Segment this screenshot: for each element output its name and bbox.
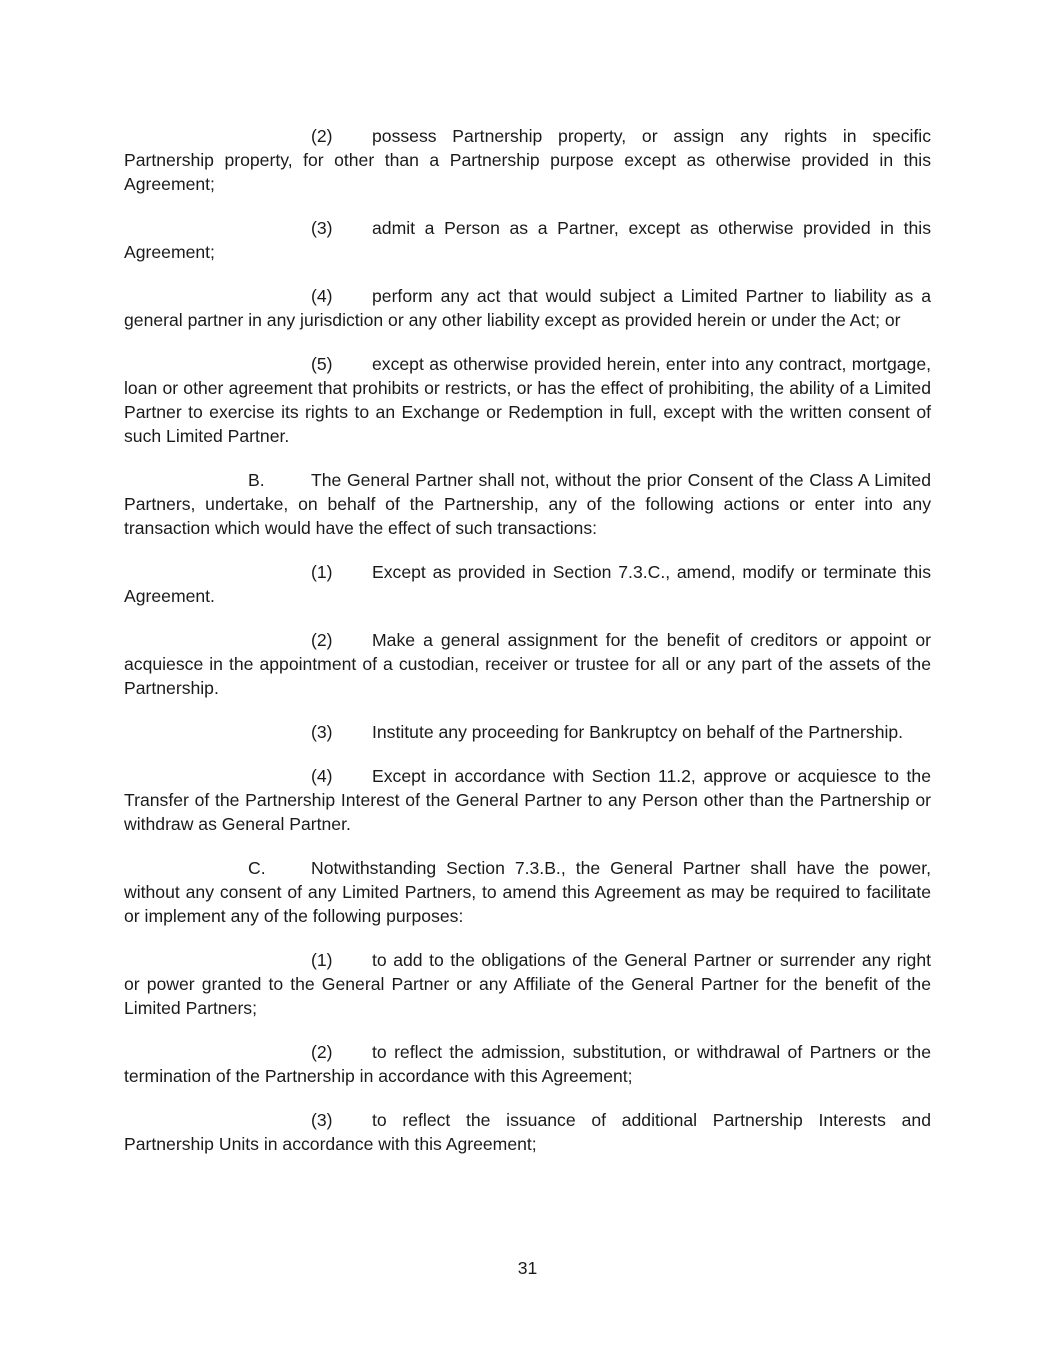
paragraph-marker: (5) [311,354,333,374]
paragraph-text: to reflect the admission, substitution, or withdrawal of Partners or the termination of the Partnership in accordance with this Agreement; [124,1042,931,1086]
paragraph-a-4 [124,284,931,332]
paragraph-marker: (3) [311,218,333,238]
paragraph-a-2 [124,124,931,196]
document-body [124,124,931,1176]
paragraph-text: to reflect the issuance of additional Partnership Interests and Partnership Units in accordance with this Agreement; [124,1110,931,1154]
paragraph-marker: (3) [311,722,333,742]
paragraph-text: Institute any proceeding for Bankruptcy on behalf of the Partnership. [372,722,904,742]
paragraph-text: Make a general assignment for the benefit of creditors or appoint or acquiesce in the appointment of a custodian, receiver or trustee for all or any part of the assets of the Partnership. [124,630,931,698]
paragraph-text: admit a Person as a Partner, except as otherwise provided in this Agreement; [124,218,931,262]
paragraph-text: except as otherwise provided herein, enter into any contract, mortgage, loan or other agreement that prohibits or restricts, or has the effect of prohibiting, the ability of a Limited Partner to exercise its rights to an Exchange or Redemption in full, except with the written consent of such Limited Partner. [124,354,931,446]
paragraph-text: to add to the obligations of the General Partner or surrender any right or power granted to the General Partner or any Affiliate of the General Partner for the benefit of the Limited Partners; [124,950,931,1018]
paragraph-marker: (3) [311,1110,333,1130]
paragraph-c-3 [124,1108,931,1156]
paragraph-b-1 [124,560,931,608]
paragraph-marker: (2) [311,126,333,146]
paragraph-text: possess Partnership property, or assign any rights in specific Partnership property, for other than a Partnership purpose except as otherwise provided in this Agreement; [124,126,931,194]
paragraph-text: The General Partner shall not, without the prior Consent of the Class A Limited Partners, undertake, on behalf of the Partnership, any of the following actions or enter into any transaction which would have the effect of such transactions: [124,470,931,538]
paragraph-a-5 [124,352,931,448]
section-c [124,856,931,928]
paragraph-b-2 [124,628,931,700]
paragraph-marker: (4) [311,286,333,306]
paragraph-marker: (2) [311,1042,333,1062]
paragraph-text: Except in accordance with Section 11.2, approve or acquiesce to the Transfer of the Partnership Interest of the General Partner to any Person other than the Partnership or withdraw as General Partner. [124,766,931,834]
paragraph-b-4 [124,764,931,836]
paragraph-a-3 [124,216,931,264]
section-marker: B. [248,470,265,490]
section-marker: C. [248,858,266,878]
paragraph-marker: (1) [311,562,333,582]
paragraph-marker: (1) [311,950,333,970]
paragraph-text: perform any act that would subject a Limited Partner to liability as a general partner in any jurisdiction or any other liability except as provided herein or under the Act; or [124,286,931,330]
paragraph-c-1 [124,948,931,1020]
paragraph-text: Except as provided in Section 7.3.C., amend, modify or terminate this Agreement. [124,562,931,606]
paragraph-b-3 [124,720,931,744]
paragraph-c-2 [124,1040,931,1088]
page-number: 31 [517,1258,538,1278]
section-b [124,468,931,540]
paragraph-marker: (4) [311,766,333,786]
paragraph-text: Notwithstanding Section 7.3.B., the General Partner shall have the power, without any consent of any Limited Partners, to amend this Agreement as may be required to facilitate or implement any of the following purposes: [124,858,931,926]
paragraph-marker: (2) [311,630,333,650]
